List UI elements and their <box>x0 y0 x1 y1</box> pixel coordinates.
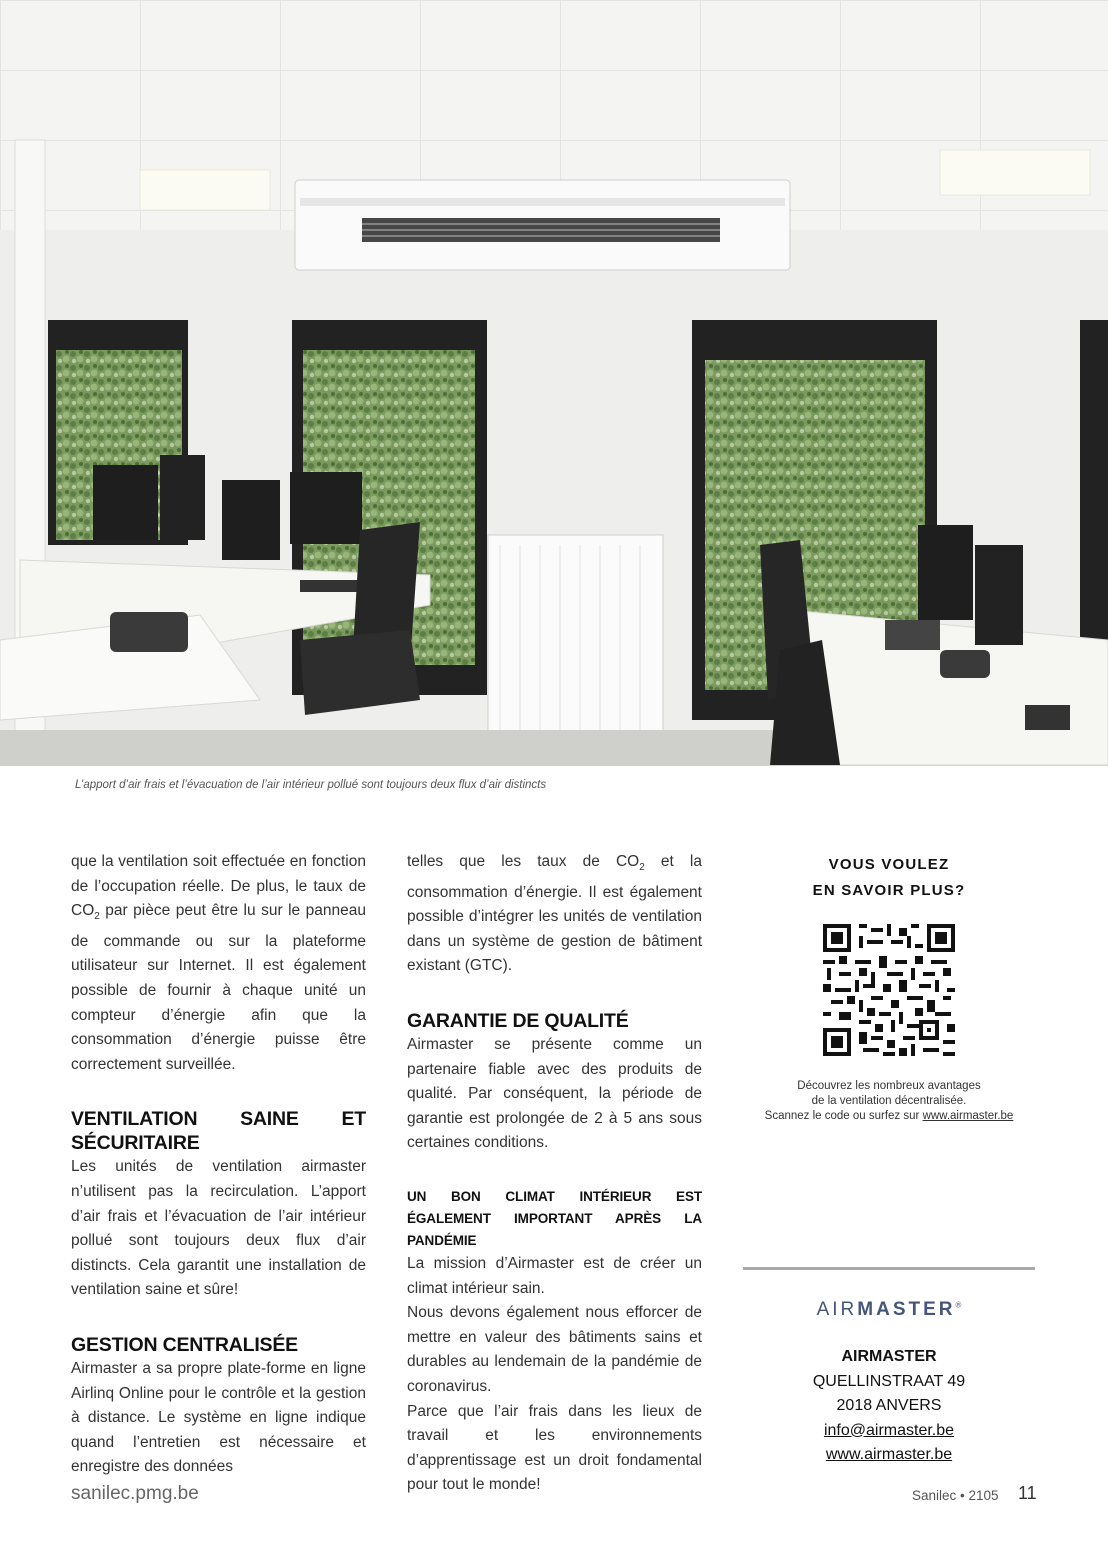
office-photo <box>0 0 1108 766</box>
heading-climat-interieur: UN BON CLIMAT INTÉRIEUR EST ÉGALEMENT IMPORTANT APRÈS LA PANDÉMIE <box>407 1189 702 1249</box>
footer-site-link[interactable]: sanilec.pmg.be <box>71 1483 199 1504</box>
company-address <box>743 1345 1035 1468</box>
info-panel <box>743 852 1035 1124</box>
article-paragraph: Airmaster se présente comme un partenaire fiable avec des produits de qualité. Par conséquent, la période de garantie est prolongée de 2 à 5 ans sous certaines conditions. <box>407 1036 702 1152</box>
promo-line-1: VOUS VOULEZ <box>828 856 950 873</box>
footer-issue: Sanilec • 2105 <box>912 1488 999 1503</box>
photo-caption: L’apport d’air frais et l’évacuation de l’air intérieur pollué sont toujours deux flux d’air distincts <box>75 779 547 791</box>
article-paragraph: La mission d’Airmaster est de créer un climat intérieur sain. <box>407 1255 702 1297</box>
article-paragraph: Parce que l’air frais dans les lieux de travail et les environnements d’apprentissage est un droit fondamental pour tout le monde! <box>407 1402 702 1494</box>
article-column-1 <box>71 850 366 1480</box>
email-link[interactable]: info@airmaster.be <box>823 1421 955 1439</box>
scan-line: de la ventilation décentralisée. <box>811 1095 967 1107</box>
article-paragraph: telles que les taux de $CO_2$ et la consommation d’énergie. Il est également possible d’intégrer les unités de ventilation dans un système de gestion de bâtiment existant (GTC). <box>407 853 702 975</box>
street: QUELLINSTRAAT 49 <box>812 1372 966 1390</box>
company-name: AIRMASTER <box>841 1348 937 1365</box>
article-column-2 <box>407 850 702 1498</box>
article-paragraph: que la ventilation soit effectuée en fonction de l’occupation réelle. De plus, le taux de $CO_2$ par pièce peut être lu sur le panneau de commande ou sur la plateforme utilisateur sur Internet. Il est également possible de fournir à chaque unité un compteur d’énergie afin que la consommation d’énergie puisse être correctement surveillée. <box>71 853 366 1073</box>
article-paragraph: Airmaster a sa propre plate-forme en ligne Airlinq Online pour le contrôle et la gestion à distance. Le système en ligne indique quand l’entretien est nécessaire et enregistre des données <box>71 1360 366 1476</box>
page-number: 11 <box>1018 1483 1037 1503</box>
heading-ventilation-saine: VENTILATION SAINE ET SÉCURITAIRE <box>71 1108 366 1155</box>
scan-line: Découvrez les nombreux avantages <box>797 1080 981 1092</box>
divider <box>743 1267 1035 1270</box>
airmaster-logo: AIRMASTER® <box>816 1299 962 1320</box>
promo-line-2: EN SAVOIR PLUS? <box>812 882 966 899</box>
website-link-small[interactable]: www.airmaster.be <box>922 1110 1014 1122</box>
scan-instructions <box>743 1079 1035 1124</box>
office-photo-illustration <box>0 0 1108 766</box>
city: 2018 ANVERS <box>836 1397 942 1414</box>
website-link[interactable]: www.airmaster.be <box>825 1446 953 1463</box>
heading-garantie-qualite: GARANTIE DE QUALITÉ <box>407 1010 629 1033</box>
scan-line: Scannez le code ou surfez sur www.airmaster.be <box>764 1110 1014 1122</box>
qr-code-icon[interactable] <box>823 924 955 1056</box>
article-paragraph: Les unités de ventilation airmaster n’utilisent pas la recirculation. L’apport d’air frais et l’évacuation de l’air intérieur pollué sont toujours deux flux d’air distincts. Cela garantit une installation de ventilation saine et sûre! <box>71 1158 366 1299</box>
article-paragraph: Nous devons également nous efforcer de mettre en valeur des bâtiments sains et durables au lendemain de la pandémie de coronavirus. <box>407 1304 702 1395</box>
heading-gestion-centralisee: GESTION CENTRALISÉE <box>71 1334 298 1356</box>
